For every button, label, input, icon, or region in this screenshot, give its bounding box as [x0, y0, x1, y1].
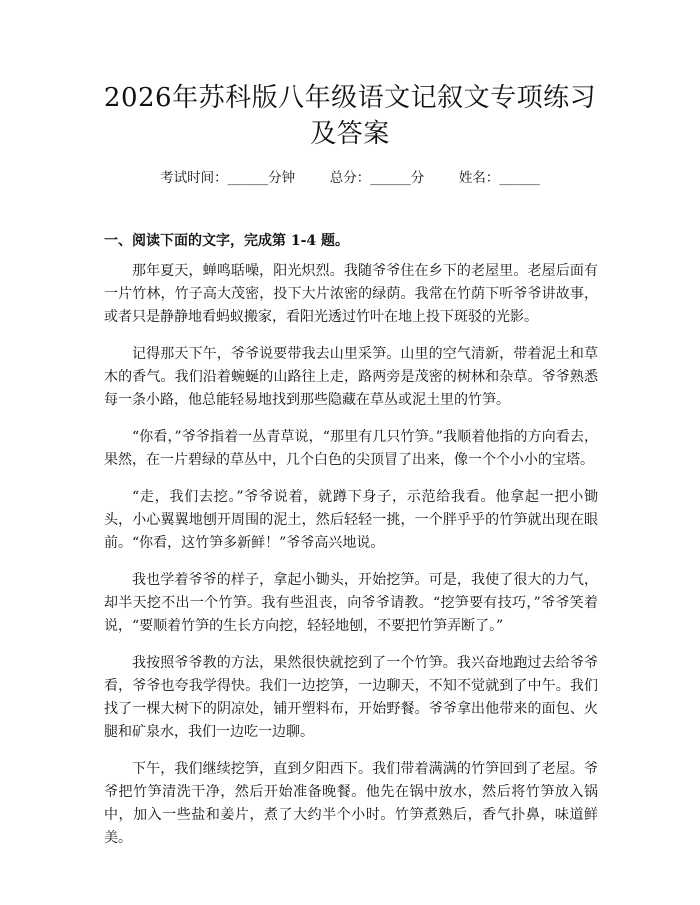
- document-title: 2026年苏科版八年级语文记叙文专项练习及答案: [103, 83, 597, 149]
- student-name-label: 姓名：: [458, 170, 500, 186]
- total-score-blank: ______分: [370, 170, 425, 186]
- passage-paragraph-5: 我也学着爷爷的样子，拿起小锄头，开始挖笋。可是，我使了很大的力气，却半天挖不出一个竹笋。我有些沮丧，向爷爷请教。“挖笋要有技巧，”爷爷笑着说，“要顺着竹笋的生长方向挖，轻轻地刨，不要把竹笋弄断了。”: [104, 572, 598, 634]
- passage-paragraph-1: 那年夏天，蝉鸣聒噪，阳光炽烈。我随爷爷住在乡下的老屋里。老屋后面有一片竹林，竹子高大茂密，投下大片浓密的绿荫。我常在竹荫下听爷爷讲故事，或者只是静静地看蚂蚁搬家，看阳光透过竹叶在地上投下斑驳的光影。: [104, 263, 598, 325]
- passage-paragraph-2: 记得那天下午，爷爷说要带我去山里采笋。山里的空气清新，带着泥土和草木的香气。我们沿着蜿蜒的山路往上走，路两旁是茂密的树林和杂草。爷爷熟悉每一条小路，他总能轻易地找到那些隐藏在草丛或泥土里的竹笋。: [104, 346, 598, 408]
- passage-paragraph-6: 我按照爷爷教的方法，果然很快就挖到了一个竹笋。我兴奋地跑过去给爷爷看，爷爷也夸我学得快。我们一边挖笋，一边聊天，不知不觉就到了中午。我们找了一棵大树下的阴凉处，铺开塑料布，开始野餐。爷爷拿出他带来的面包、火腿和矿泉水，我们一边吃一边聊。: [104, 655, 598, 740]
- reading-passage: [104, 260, 598, 864]
- exam-time-blank: ______分钟: [227, 170, 296, 186]
- passage-paragraph-4: “走，我们去挖。”爷爷说着，就蹲下身子，示范给我看。他拿起一把小锄头，小心翼翼地刨开周围的泥土，然后轻轻一挑，一个胖乎乎的竹笋就出现在眼前。“你看，这竹笋多新鲜！”爷爷高兴地说。: [104, 489, 598, 551]
- section-heading: 一、阅读下面的文字，完成第 1-4 题。: [104, 233, 350, 249]
- student-name-blank: ______: [499, 170, 540, 186]
- exam-info-line: [0, 168, 700, 188]
- total-score-label: 总分：: [329, 170, 371, 186]
- passage-paragraph-7: 下午，我们继续挖笋，直到夕阳西下。我们带着满满的竹笋回到了老屋。爷爷把竹笋清洗干净，然后开始准备晚餐。他先在锅中放水，然后将竹笋放入锅中，加入一些盐和姜片，煮了大约半个小时。竹笋煮熟后，香气扑鼻，味道鲜美。: [104, 761, 598, 846]
- exam-time-label: 考试时间：: [160, 170, 228, 186]
- passage-paragraph-3: “你看，”爷爷指着一丛青草说，“那里有几只竹笋。”我顺着他指的方向看去，果然，在一片碧绿的草丛中，几个白色的尖顶冒了出来，像一个个小小的宝塔。: [104, 429, 598, 468]
